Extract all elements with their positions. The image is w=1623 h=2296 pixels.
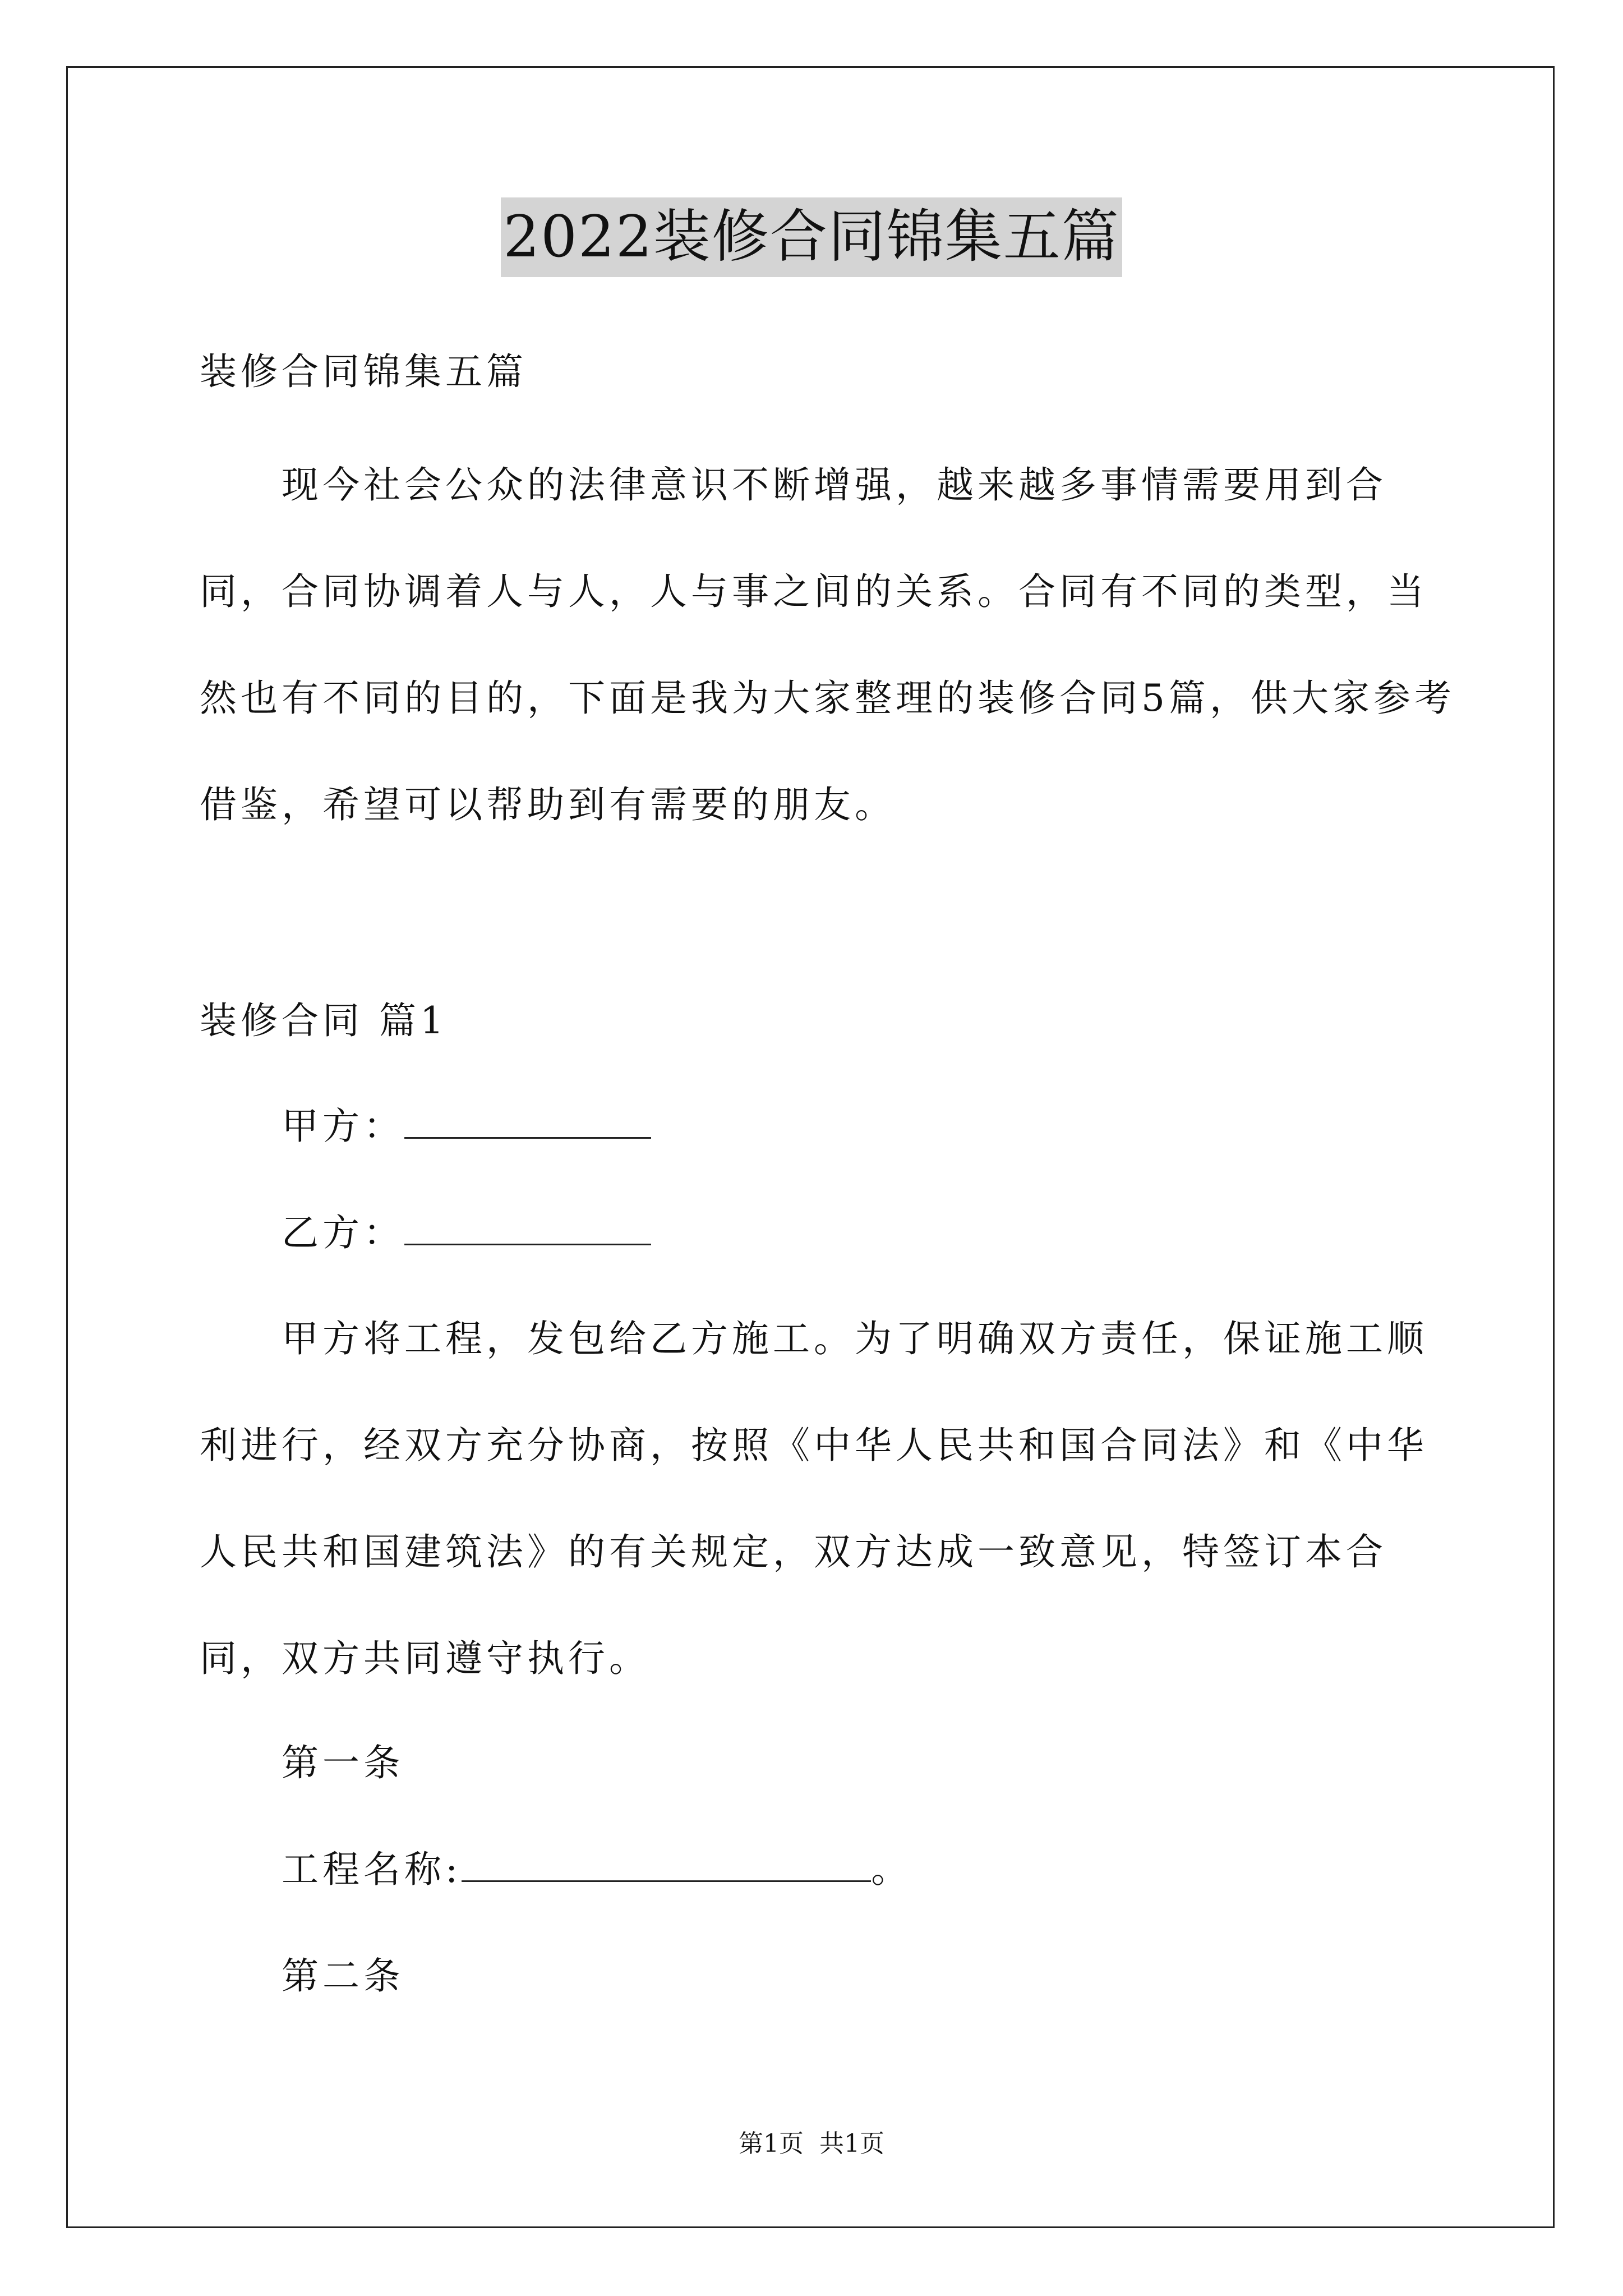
page-total: 共1页: [819, 2129, 884, 2158]
party-a-label: 甲方：: [282, 1105, 404, 1148]
article-1-heading: 第一条: [282, 1741, 404, 1784]
article-2-heading: 第二条: [282, 1954, 404, 1998]
party-b-line: [282, 1206, 651, 1260]
contract-body-paragraph: 甲方将工程，发包给乙方施工。为了明确双方责任，保证施工顺利进行，经双方充分协商，按照《中华人民共和国合同法》和《中华人民共和国建筑法》的有关规定，双方达成一致意见，特签订本合同，双方共同遵守执行。: [200, 1317, 1428, 1680]
project-name-label: 工程名称:: [282, 1848, 462, 1891]
intro-paragraph: 现今社会公众的法律意识不断增强，越来越多事情需要用到合同，合同协调着人与人，人与事之间的关系。合同有不同的类型，当然也有不同的目的，下面是我为大家整理的装修合同5篇，供大家参考借鉴，希望可以帮助到有需要的朋友。: [200, 463, 1455, 826]
document-title: 2022装修合同锦集五篇: [501, 197, 1122, 277]
project-name-line: [282, 1843, 912, 1897]
page-number: 第1页: [739, 2129, 804, 2158]
party-b-label: 乙方：: [282, 1211, 404, 1254]
project-name-blank: [462, 1846, 871, 1882]
project-name-end: 。: [871, 1848, 912, 1891]
document-subtitle: 装修合同锦集五篇: [200, 350, 527, 393]
party-a-line: [282, 1099, 651, 1153]
page-footer: [0, 2127, 1623, 2161]
party-b-blank: [404, 1209, 651, 1245]
section-heading: 装修合同 篇1: [200, 999, 448, 1042]
title-container: [0, 197, 1623, 277]
party-a-blank: [404, 1102, 651, 1139]
